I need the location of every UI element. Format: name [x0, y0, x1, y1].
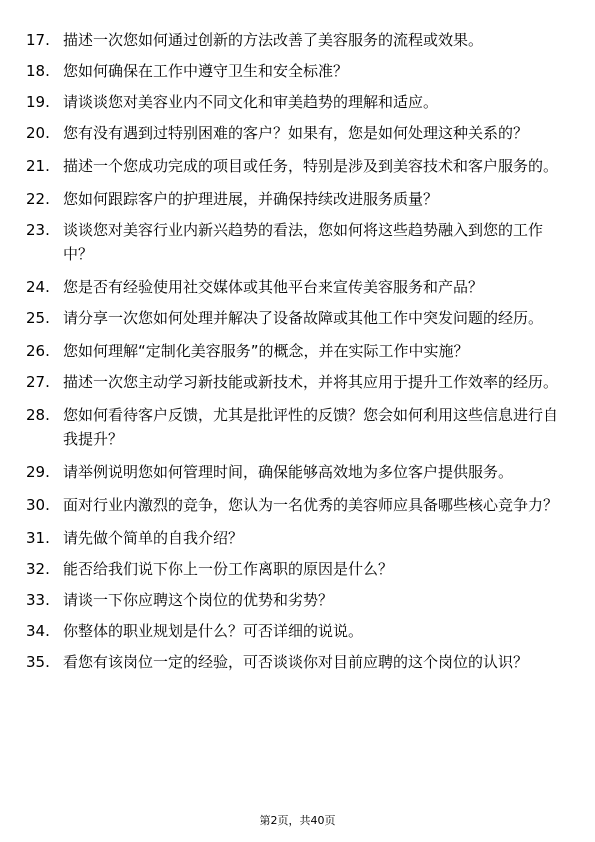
page-number-footer: 第2页，共40页: [259, 814, 336, 827]
question-number: 20.: [26, 124, 50, 142]
question-item-20: [26, 121, 566, 145]
question-text: 谈谈您对美容行业内新兴趋势的看法，您如何将这些趋势融入到您的工作中？: [63, 221, 544, 263]
question-item-21: [26, 154, 566, 178]
question-item-32: [26, 557, 566, 581]
question-text: 请谈谈您对美容业内不同文化和审美趋势的理解和适应。: [63, 93, 439, 111]
question-text: 你整体的职业规划是什么？可否详细的说说。: [63, 622, 364, 640]
question-number: 19.: [26, 93, 50, 111]
question-item-27: [26, 370, 566, 394]
question-text: 您如何确保在工作中遵守卫生和安全标准？: [63, 62, 349, 80]
question-number: 21.: [26, 157, 50, 175]
question-item-34: [26, 619, 566, 643]
question-item-17: [26, 28, 566, 52]
question-text: 您有没有遇到过特别困难的客户？如果有，您是如何处理这种关系的？: [63, 124, 529, 142]
question-text: 请先做个简单的自我介绍？: [63, 529, 244, 547]
question-text: 能否给我们说下你上一份工作离职的原因是什么？: [63, 560, 394, 578]
question-number: 18.: [26, 62, 50, 80]
question-text: 您如何看待客户反馈，尤其是批评性的反馈？您会如何利用这些信息进行自我提升？: [63, 406, 559, 448]
question-number: 33.: [26, 591, 50, 609]
question-item-29: [26, 460, 566, 484]
question-item-33: [26, 588, 566, 612]
question-text: 面对行业内激烈的竞争，您认为一名优秀的美容师应具备哪些核心竞争力？: [63, 496, 559, 514]
question-item-35: [26, 650, 566, 674]
question-item-30: [26, 493, 566, 517]
question-text: 描述一次您如何通过创新的方法改善了美容服务的流程或效果。: [63, 31, 484, 49]
question-item-18: [26, 59, 566, 83]
question-number: 17.: [26, 31, 50, 49]
question-text: 您如何理解“定制化美容服务”的概念，并在实际工作中实施？: [63, 342, 469, 360]
question-text: 描述一次您主动学习新技能或新技术，并将其应用于提升工作效率的经历。: [63, 373, 559, 391]
question-text: 请举例说明您如何管理时间，确保能够高效地为多位客户提供服务。: [63, 463, 514, 481]
question-item-31: [26, 526, 566, 550]
question-number: 27.: [26, 373, 50, 391]
question-number: 30.: [26, 496, 50, 514]
question-item-22: [26, 187, 566, 211]
question-text: 请谈一下你应聘这个岗位的优势和劣势？: [63, 591, 334, 609]
question-item-26: [26, 339, 566, 363]
question-number: 28.: [26, 406, 50, 424]
question-number: 25.: [26, 309, 50, 327]
question-item-23: [26, 218, 566, 266]
question-number: 31.: [26, 529, 50, 547]
question-text: 看您有该岗位一定的经验，可否谈谈你对目前应聘的这个岗位的认识？: [63, 653, 529, 671]
question-number: 35.: [26, 653, 50, 671]
question-item-25: [26, 306, 566, 330]
question-text: 您是否有经验使用社交媒体或其他平台来宣传美容服务和产品？: [63, 278, 484, 296]
question-number: 23.: [26, 221, 50, 239]
question-number: 22.: [26, 190, 50, 208]
question-item-24: [26, 275, 566, 299]
question-number: 32.: [26, 560, 50, 578]
question-number: 34.: [26, 622, 50, 640]
question-list: [26, 28, 566, 683]
question-item-28: [26, 403, 566, 451]
question-number: 24.: [26, 278, 50, 296]
question-text: 请分享一次您如何处理并解决了设备故障或其他工作中突发问题的经历。: [63, 309, 544, 327]
question-text: 描述一个您成功完成的项目或任务，特别是涉及到美容技术和客户服务的。: [63, 157, 559, 175]
question-item-19: [26, 90, 566, 114]
question-number: 29.: [26, 463, 50, 481]
question-text: 您如何跟踪客户的护理进展，并确保持续改进服务质量？: [63, 190, 439, 208]
question-number: 26.: [26, 342, 50, 360]
